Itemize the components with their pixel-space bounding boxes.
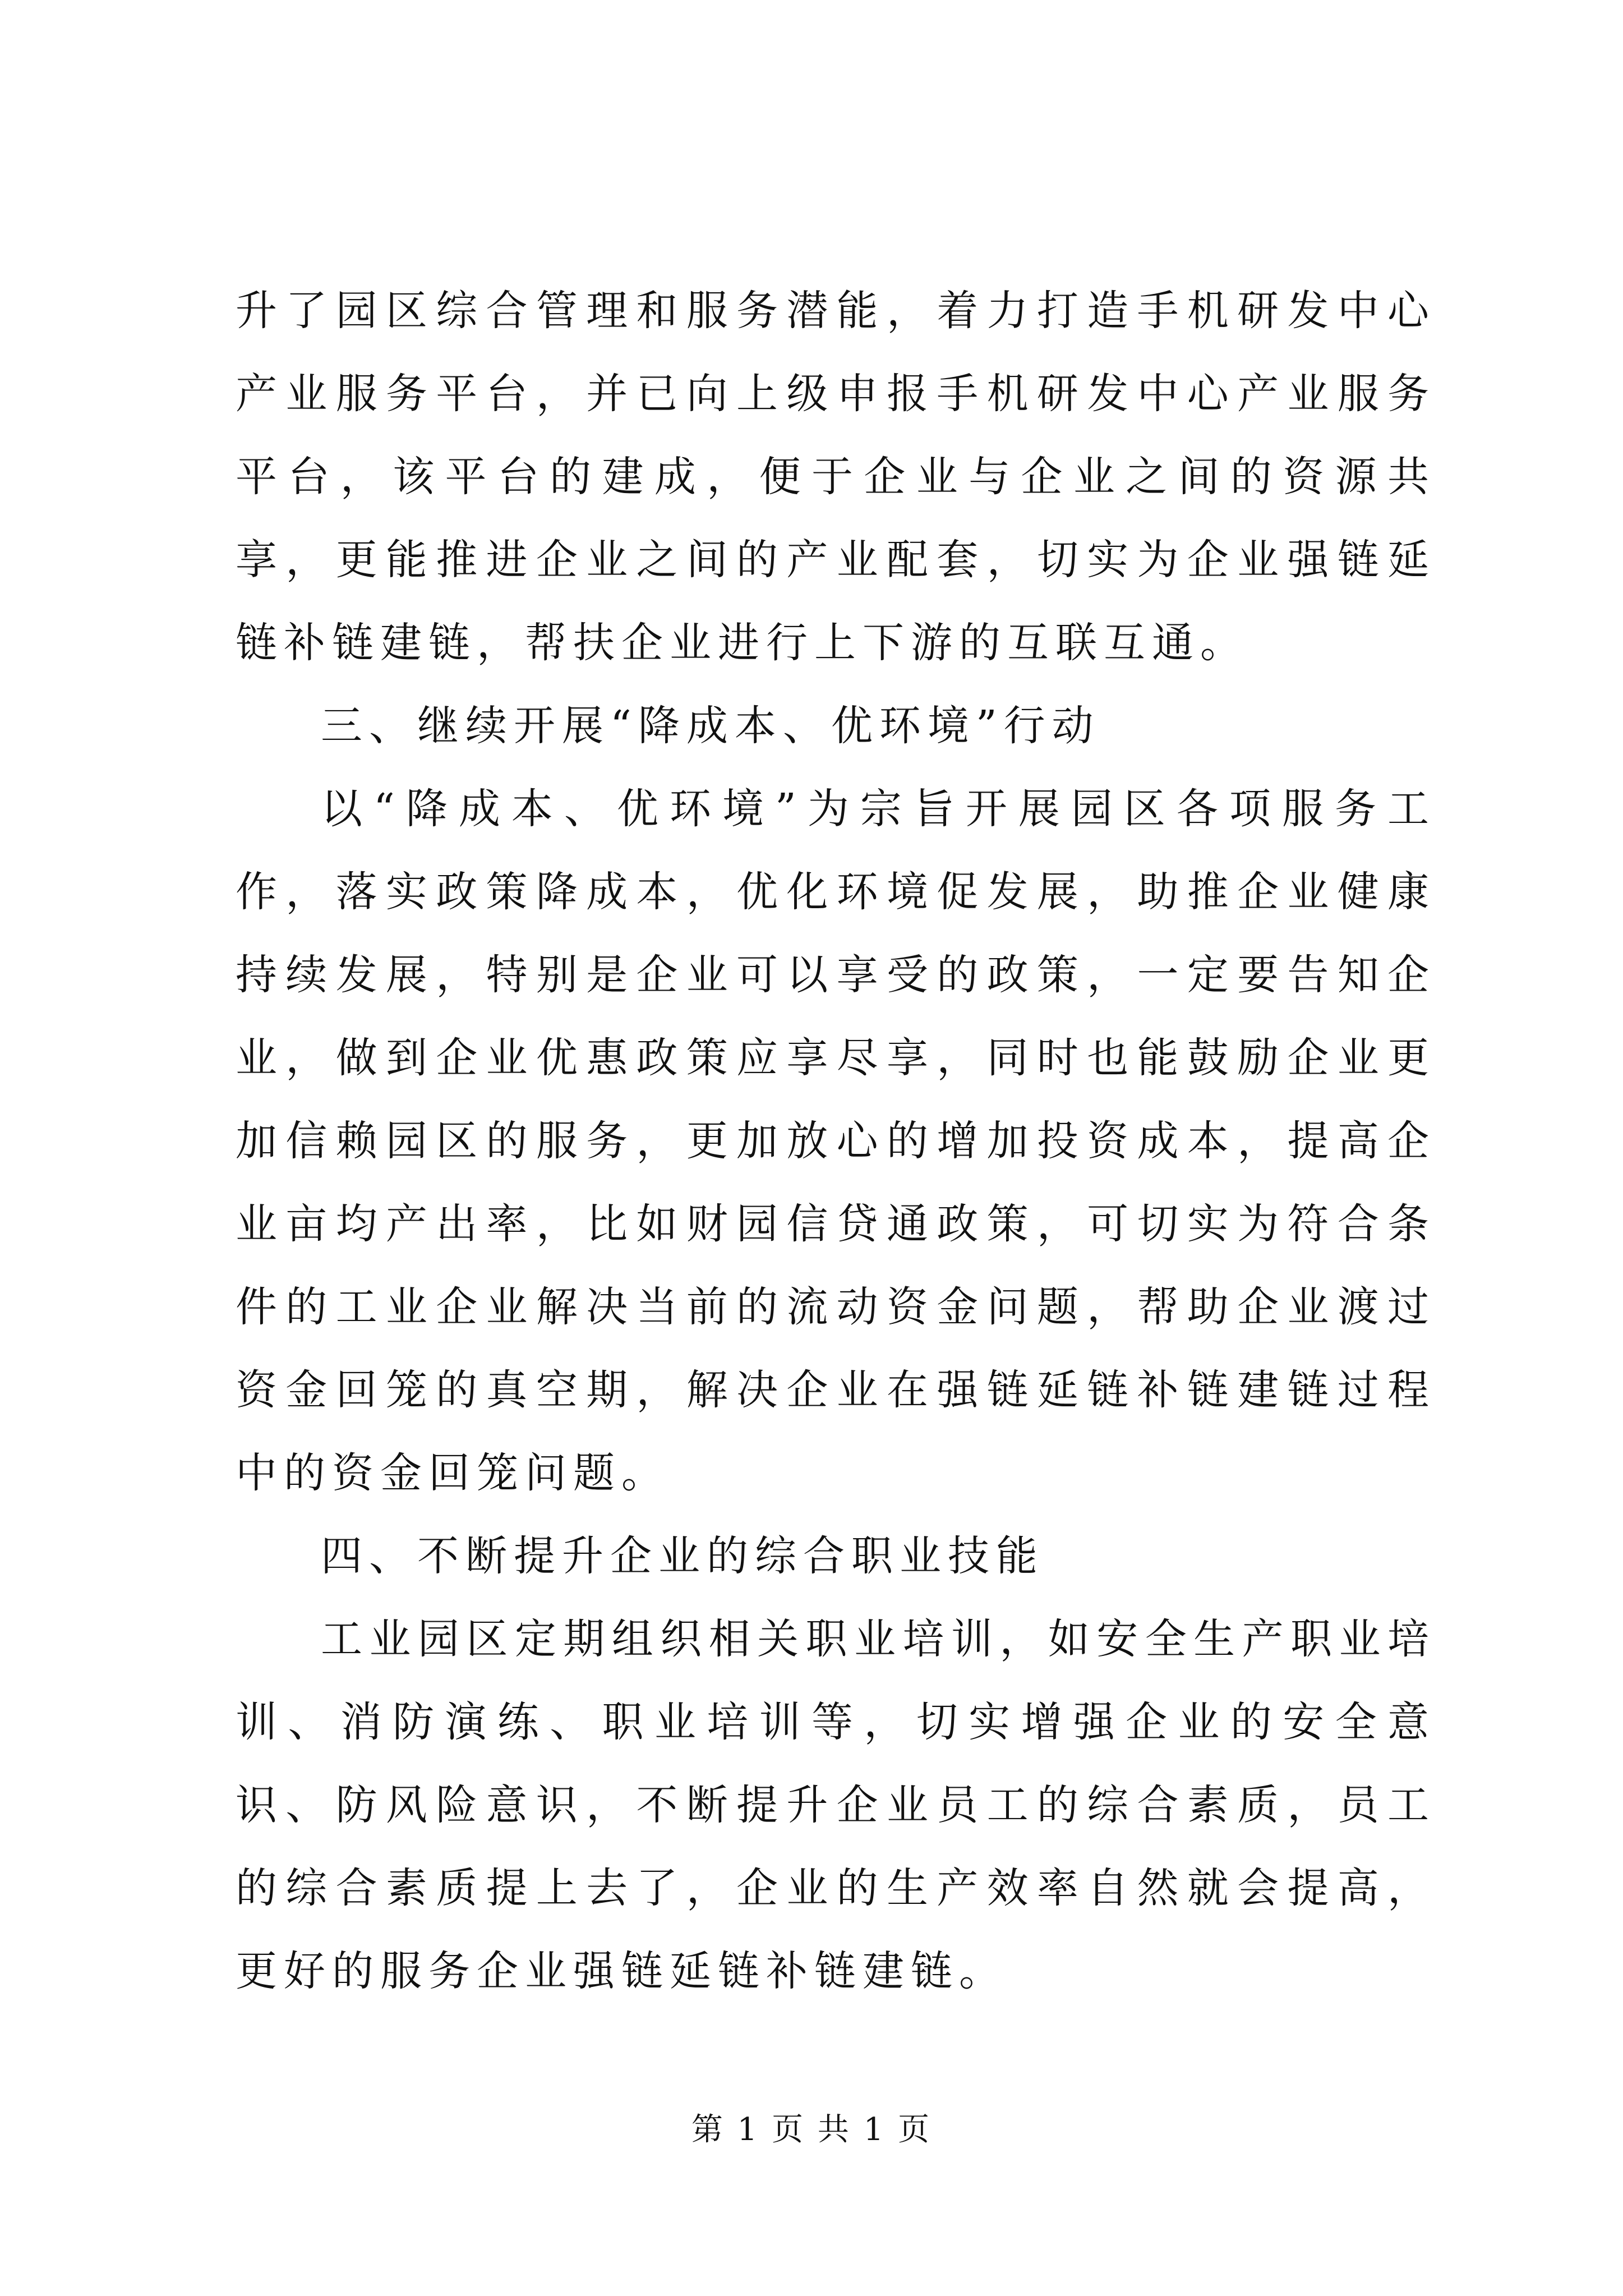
document-body (236, 269, 1436, 2013)
paragraph-continued: 升了园区综合管理和服务潜能，着力打造手机研发中心产业服务平台，并已向上级申报手机研发中心产业服务平台，该平台的建成，便于企业与企业之间的资源共享，更能推进企业之间的产业配套，切实为企业强链延链补链建链，帮扶企业进行上下游的互联互通。 (236, 287, 1436, 667)
paragraph-cost-reduction: 以“降成本、优环境”为宗旨开展园区各项服务工作，落实政策降成本，优化环境促发展，助推企业健康持续发展，特别是企业可以享受的政策，一定要告知企业，做到企业优惠政策应享尽享，同时也能鼓励企业更加信赖园区的服务，更加放心的增加投资成本，提高企业亩均产出率，比如财园信贷通政策，可切实为符合条件的工业企业解决当前的流动资金问题，帮助企业渡过资金回笼的真空期，解决企业在强链延链补链建链过程中的资金回笼问题。 (236, 785, 1436, 1497)
section-heading-4: 四、不断提升企业的综合职业技能 (321, 1532, 1044, 1580)
page-footer: 第 1 页 共 1 页 (691, 2111, 932, 2148)
paragraph-vocational-training: 工业园区定期组织相关职业培训，如安全生产职业培训、消防演练、职业培训等，切实增强企业的安全意识、防风险意识，不断提升企业员工的综合素质，员工的综合素质提上去了，企业的生产效率自然就会提高，更好的服务企业强链延链补链建链。 (236, 1615, 1436, 1995)
section-heading-3: 三、继续开展“降成本、优环境”行动 (321, 702, 1100, 750)
